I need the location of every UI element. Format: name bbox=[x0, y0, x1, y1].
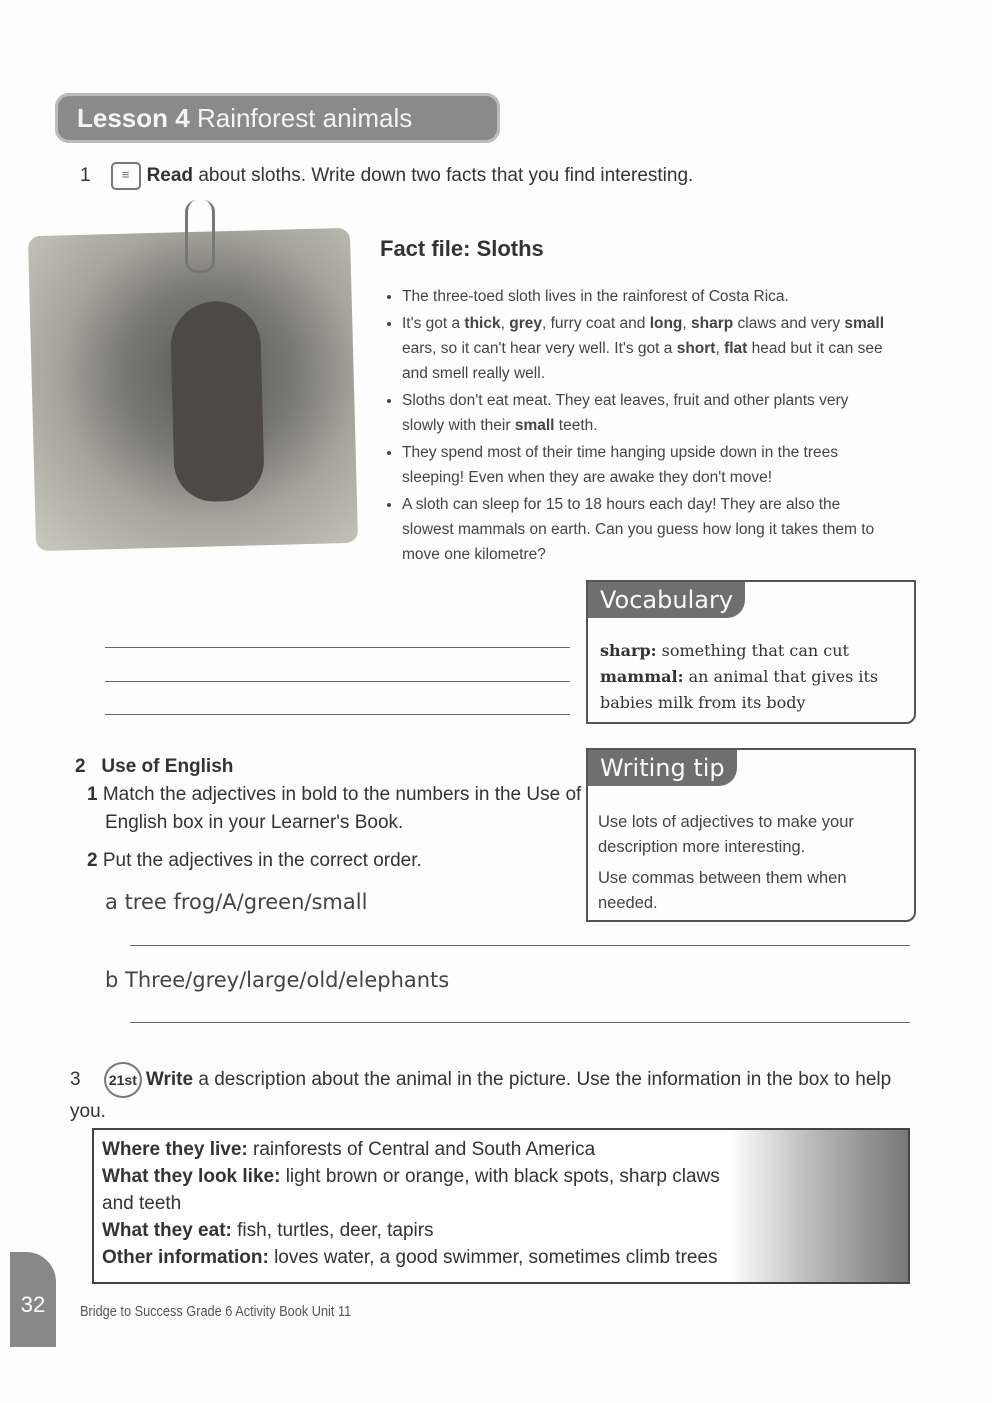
question-number: 2 bbox=[75, 756, 86, 777]
question-1 bbox=[80, 162, 693, 190]
vocabulary-box bbox=[586, 580, 916, 724]
writing-line[interactable] bbox=[105, 714, 570, 715]
info-row: What they look like: light brown or orange, with black spots, sharp claws and teeth bbox=[102, 1166, 720, 1214]
instruction-2: Put the adjectives in the correct order. bbox=[102, 850, 422, 871]
sloth-photo bbox=[28, 228, 358, 551]
question-text: a description about the animal in the picture. Use the information in the box to help you. bbox=[70, 1069, 892, 1122]
fact-item: • A sloth can sleep for 15 to 18 hours each day! They are also the slowest mammals on earth. Can you guess how long it takes them to move one kilometre? bbox=[402, 492, 892, 567]
info-row: Where they live: rainforests of Central and South America bbox=[102, 1139, 596, 1160]
writing-line[interactable] bbox=[105, 647, 570, 648]
sloth-figure bbox=[170, 300, 265, 502]
question-verb: Write bbox=[145, 1069, 194, 1090]
question-number: 1 bbox=[80, 165, 91, 187]
vocab-item: mammal: an animal that gives its babies milk from its body bbox=[600, 667, 879, 712]
vocab-item: sharp: something that can cut bbox=[600, 641, 849, 660]
jaguar-info-box bbox=[92, 1128, 910, 1284]
fact-item: • They spend most of their time hanging upside down in the trees sleeping! Even when they are awake they don't move! bbox=[402, 440, 892, 490]
answer-line-a[interactable] bbox=[130, 945, 910, 946]
tip-text: Use commas between them when needed. bbox=[598, 869, 847, 912]
question-3 bbox=[70, 1062, 900, 1126]
answer-line-b[interactable] bbox=[130, 1022, 910, 1023]
instruction-1: Match the adjectives in bold to the numbers in the Use of English box in your Learner's Book. bbox=[102, 784, 582, 833]
lesson-banner bbox=[55, 93, 500, 143]
question-text: about sloths. Write down two facts that you find interesting. bbox=[198, 165, 694, 187]
item-b: b Three/grey/large/old/elephants bbox=[105, 968, 450, 992]
writing-line[interactable] bbox=[105, 681, 570, 682]
lesson-label: Lesson 4 bbox=[77, 103, 190, 133]
question-verb: Read bbox=[146, 165, 194, 187]
vocabulary-title: Vocabulary bbox=[588, 582, 745, 618]
fact-item: • Sloths don't eat meat. They eat leaves, fruit and other plants very slowly with their small teeth. bbox=[402, 388, 892, 438]
read-book-icon: ≡ bbox=[111, 162, 141, 190]
question-2: 2 Use of English 1 Match the adjectives in bold to the numbers in the Use of English box in your Learner's Book. 2 Put the adjectives in the correct order. bbox=[75, 756, 582, 871]
fact-item: • It's got a thick, grey, furry coat and long, sharp claws and very small ears, so it can't hear very well. It's got a short, flat head but it can see and smell really well. bbox=[402, 311, 892, 386]
fact-file-title: Fact file: Sloths bbox=[380, 236, 544, 261]
page-number: 32 bbox=[10, 1252, 56, 1347]
tip-text: Use lots of adjectives to make your description more interesting. bbox=[598, 813, 854, 856]
writing-tip-box bbox=[586, 748, 916, 922]
21st-century-skills-icon: 21st bbox=[104, 1062, 142, 1098]
fact-list bbox=[378, 284, 892, 569]
info-row: What they eat: fish, turtles, deer, tapirs bbox=[102, 1220, 434, 1241]
paperclip-icon bbox=[185, 200, 215, 273]
writing-tip-title: Writing tip bbox=[588, 750, 737, 786]
question-number: 3 bbox=[70, 1069, 81, 1090]
fact-item: • The three-toed sloth lives in the rainforest of Costa Rica. bbox=[402, 284, 892, 309]
question-title: Use of English bbox=[101, 756, 234, 777]
info-row: Other information: loves water, a good swimmer, sometimes climb trees bbox=[102, 1247, 718, 1268]
item-a: a tree frog/A/green/small bbox=[105, 890, 368, 914]
lesson-title: Rainforest animals bbox=[196, 103, 413, 133]
footer-text: Bridge to Success Grade 6 Activity Book Unit 11 bbox=[80, 1303, 352, 1320]
